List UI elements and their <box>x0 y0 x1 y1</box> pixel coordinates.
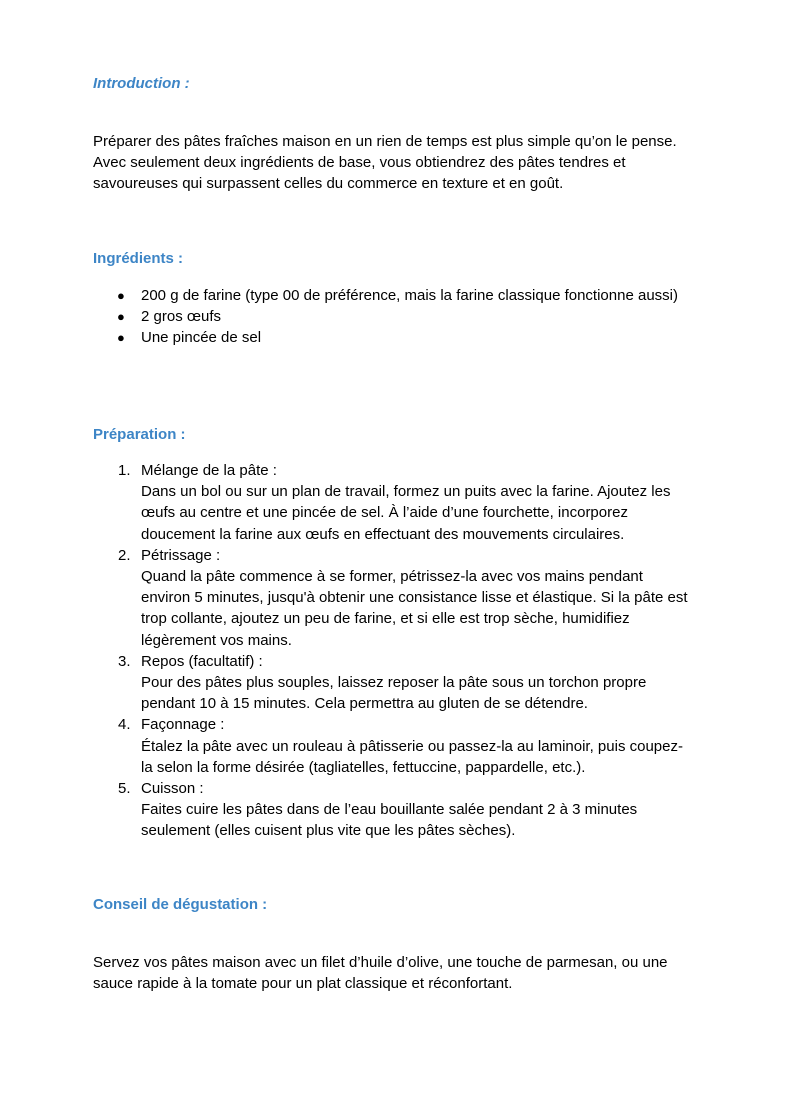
ingredient-text: 2 gros œufs <box>141 308 222 326</box>
preparation-heading: Préparation : <box>93 426 186 443</box>
step-text: Faites cuire les pâtes dans de l’eau bouillante salée pendant 2 à 3 minutes seulement (elles cuisent plus vite que les pâtes sèches). <box>141 801 638 840</box>
ingredients-list <box>93 285 681 349</box>
ingredients-heading: Ingrédients : <box>93 250 184 267</box>
list-item <box>93 651 689 715</box>
bullet-icon: ● <box>117 288 125 303</box>
preparation-steps <box>93 460 689 842</box>
bullet-icon: ● <box>117 309 125 325</box>
step-title: Pétrissage : <box>141 546 221 564</box>
bullet-icon: ● <box>117 330 125 346</box>
step-number: 2. <box>118 546 131 564</box>
step-title: Repos (facultatif) : <box>141 652 263 670</box>
serving-paragraph: Servez vos pâtes maison avec un filet d’huile d’olive, une touche de parmesan, ou une sauce rapide à la tomate pour un plat classique et réconfortant. <box>93 954 668 993</box>
step-number: 5. <box>118 780 131 798</box>
step-text: Dans un bol ou sur un plan de travail, formez un puits avec la farine. Ajoutez les œufs au centre et une pincée de sel. À l’aide d’une fourchette, incorporez doucement la farine aux œufs en effectuant des mouvements circulaires. <box>141 483 671 543</box>
step-text: Étalez la pâte avec un rouleau à pâtisserie ou passez-la au laminoir, puis coupez-la selon la forme désirée (tagliatelles, fettuccine, pappardelle, etc.). <box>141 737 683 776</box>
list-item <box>93 714 689 778</box>
step-title: Mélange de la pâte : <box>141 462 277 479</box>
step-text: Pour des pâtes plus souples, laissez reposer la pâte sous un torchon propre pendant 10 à 15 minutes. Cela permettra au gluten de se détendre. <box>141 674 647 713</box>
list-item <box>93 778 689 842</box>
list-item <box>93 460 689 545</box>
list-item <box>93 306 681 327</box>
step-title: Façonnage : <box>141 716 225 734</box>
intro-heading: Introduction : <box>93 75 190 92</box>
step-title: Cuisson : <box>141 780 204 798</box>
step-text: Quand la pâte commence à se former, pétrissez-la avec vos mains pendant environ 5 minutes, jusqu'à obtenir une consistance lisse et élastique. Si la pâte est trop collante, ajoutez un peu de farine, et si elle est trop sèche, humidifiez légèrement vos mains. <box>141 568 688 649</box>
ingredient-text: Une pincée de sel <box>141 329 262 347</box>
list-item <box>93 545 689 651</box>
step-number: 1. <box>118 462 131 479</box>
intro-paragraph: Préparer des pâtes fraîches maison en un rien de temps est plus simple qu’on le pense. Avec seulement deux ingrédients de base, vous obtiendrez des pâtes tendres et savoureuses qui surpassent celles du commerce en texture et en goût. <box>93 133 677 193</box>
serving-heading: Conseil de dégustation : <box>93 896 268 913</box>
ingredient-text: 200 g de farine (type 00 de préférence, mais la farine classique fonctionne aussi) <box>141 287 678 304</box>
list-item <box>93 327 681 348</box>
step-number: 3. <box>118 652 131 670</box>
step-number: 4. <box>118 716 131 734</box>
list-item <box>93 285 681 306</box>
